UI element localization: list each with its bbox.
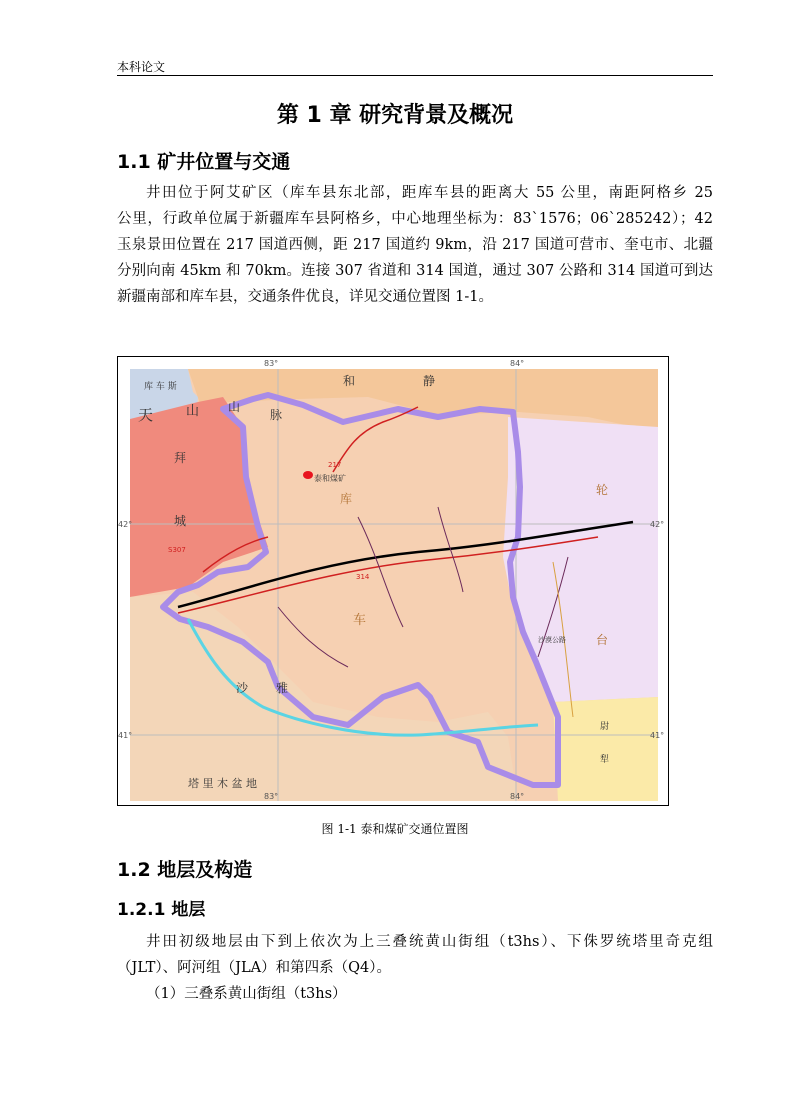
desert-road-label: 沙漠公路	[538, 636, 566, 644]
weili-label-2: 犁	[600, 755, 610, 765]
section-heading-1-1: 1.1 矿井位置与交通	[117, 151, 291, 173]
paragraph-line: 井田位于阿艾矿区（库车县东北部，距库车县的距离大 55 公里，南距阿格乡 25	[146, 185, 713, 201]
hejing-label-2: 静	[423, 374, 436, 388]
lon-label-84-bottom: 84°	[510, 792, 525, 801]
figure-caption: 图 1-1 泰和煤矿交通位置图	[321, 822, 469, 836]
chapter-title: 第 1 章 研究背景及概况	[276, 103, 514, 128]
tianshan-label-4: 脉	[270, 408, 283, 422]
subsection-heading-1-2-1: 1.2.1 地层	[117, 900, 206, 920]
paragraph-line: 玉泉景田位置在 217 国道西侧，距 217 国道约 9km，沿 217 国道可营市、奎屯市、北疆	[117, 237, 713, 253]
shaya-label-1: 沙	[236, 681, 249, 695]
road-217-label: 217	[328, 461, 342, 469]
tianshan-label-3: 山	[228, 400, 241, 414]
baicheng-label-1: 拜	[174, 451, 187, 465]
running-header: 本科论文	[117, 60, 166, 74]
lon-label-83-top: 83°	[264, 359, 279, 368]
mine-label: 泰和煤矿	[314, 474, 346, 483]
lon-label-83-bottom: 83°	[264, 792, 279, 801]
lat-label-42-left: 42°	[118, 520, 133, 529]
lat-label-42-right: 42°	[650, 520, 665, 529]
kuche-label-2: 车	[353, 613, 367, 628]
map-svg	[118, 357, 668, 805]
paragraph-line: 井田初级地层由下到上依次为上三叠统黄山街组（t3hs）、下侏罗统塔里奇克组	[146, 934, 713, 950]
lon-label-84-top: 84°	[510, 359, 525, 368]
section-1-2-1-paragraph	[117, 929, 713, 1007]
road-314-label: 314	[356, 573, 370, 581]
baicheng-label-2: 城	[174, 514, 187, 528]
mine-marker	[303, 471, 313, 479]
section-1-1-paragraph	[117, 180, 713, 310]
traffic-location-map	[117, 356, 669, 806]
road-307-label: S307	[168, 546, 186, 554]
region-weili-area	[553, 697, 658, 801]
section-heading-1-2: 1.2 地层及构造	[117, 859, 253, 881]
hejing-label-1: 和	[343, 374, 356, 388]
region-nw-label: 库 车 斯	[144, 382, 177, 392]
tarim-basin-label: 塔 里 木 盆 地	[188, 777, 257, 790]
paragraph-line: 分别向南 45km 和 70km。连接 307 省道和 314 国道，通过 307 公路和 314 国道可到达	[117, 263, 713, 279]
kuche-label-1: 库	[340, 492, 353, 506]
paragraph-line: （JLT）、阿河组（JLA）和第四系（Q4）。	[117, 960, 391, 976]
paragraph-line: 公里，行政单位属于新疆库车县阿格乡，中心地理坐标为：83`1576；06`285242）；42	[117, 211, 713, 227]
weili-label-1: 尉	[600, 722, 610, 732]
shaya-label-2: 雅	[276, 681, 289, 695]
lat-label-41-right: 41°	[650, 731, 665, 740]
lat-label-41-left: 41°	[118, 731, 133, 740]
paragraph-line: 新疆南部和库车县，交通条件优良，详见交通位置图 1-1。	[117, 289, 493, 305]
tianshan-label-1: 天	[138, 406, 154, 424]
luntai-label-1: 轮	[596, 483, 609, 497]
header-rule	[117, 75, 713, 76]
luntai-label-2: 台	[596, 633, 609, 647]
paragraph-line: （1）三叠系黄山街组（t3hs）	[146, 986, 347, 1002]
tianshan-label-2: 山	[186, 404, 200, 419]
